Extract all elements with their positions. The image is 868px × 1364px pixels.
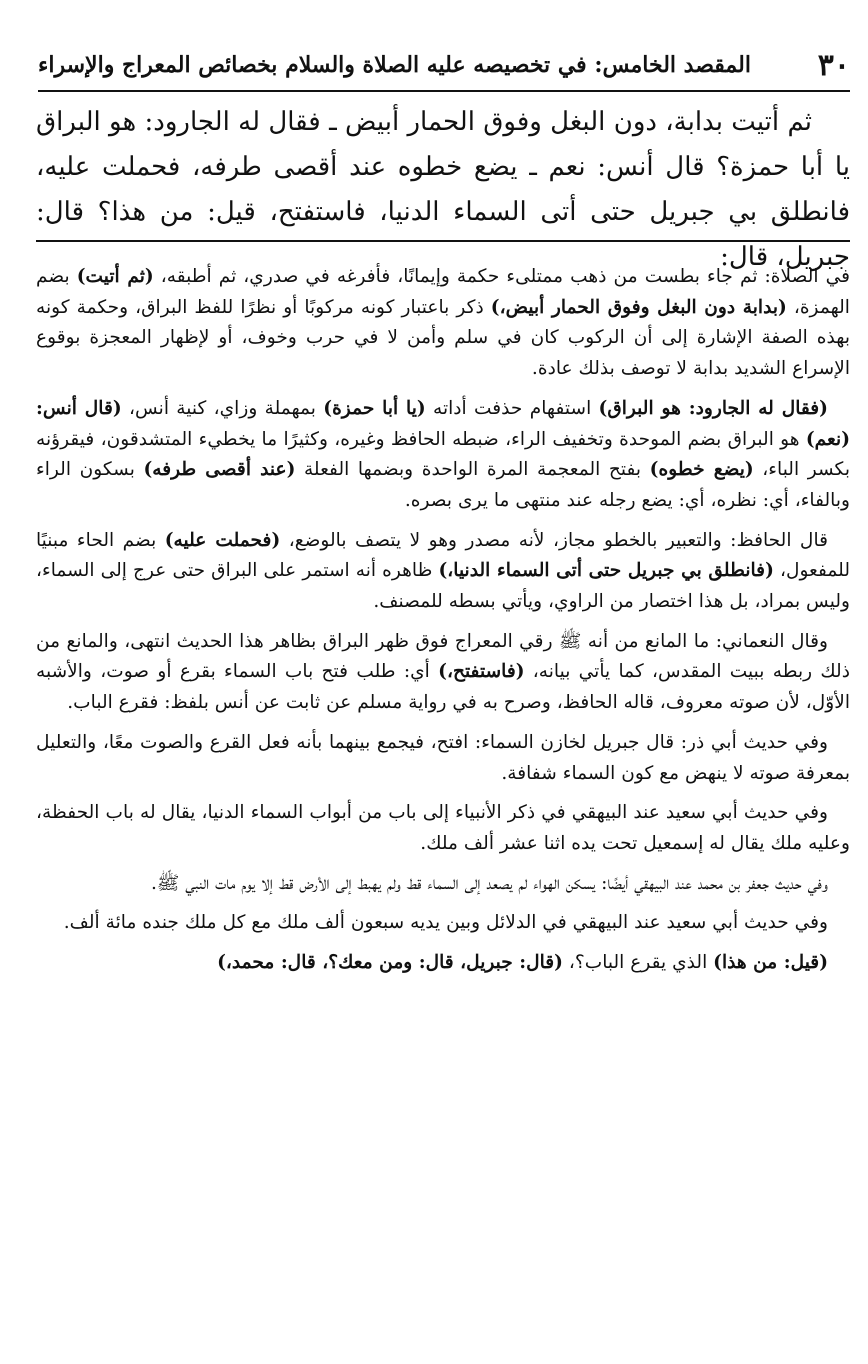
commentary-text: استفهام حذفت أداته [425,397,599,419]
page-header [38,40,850,92]
commentary-paragraph-1 [36,262,850,385]
commentary-text: ذكر باعتبار كونه مركوبًا أو نظرًا للفظ البراق، وحكمة كونه بهذه الصفة الإشارة إلى أن الركوب كان في سلم وأمن لا في حرب وخوف، أو لإظهار المعجزة بوقوع الإسراع الشديد بدابة لا توصف بذلك عادة. [36,296,850,380]
commentary-text: بفتح المعجمة المرة الواحدة وبضمها الفعلة [295,459,650,481]
commentary-paragraph-5: وفي حديث أبي ذر: قال جبريل لخازن السماء: افتح، فيجمع بينهما بأنه فعل القرع والصوت معًا، والتعليل بمعرفة صوته لا ينهض مع كون السماء شفافة. [36,731,850,784]
commentary-text: ظاهره أنه استمر على البراق حتى عرج إلى السماء، وليس بمراد، بل هذا اختصار من الراوي، ويأتي بسطه للمصنف. [36,560,850,613]
commentary [36,262,850,988]
quoted-phrase: (فقال له الجارود: هو البراق) [598,397,828,419]
commentary-text: بضم الهمزة، [36,266,850,318]
commentary-paragraph-3 [36,526,850,618]
main-text-paragraph: ثم أتيت بدابة، دون البغل وفوق الحمار أبيض ـ فقال له الجارود: هو البراق يا أبا حمزة؟ قال أنس: نعم ـ يضع خطوه عند أقصى طرفه، فحملت عليه، فانطلق بي جبريل حتى أتى السماء الدنيا، فاستفتح، قيل: من هذا؟ قال: جبريل، قال: [36,107,850,272]
quoted-phrase: (فانطلق بي جبريل حتى أتى السماء الدنيا،) [438,560,774,582]
commentary-paragraph-8: وفي حديث أبي سعيد عند البيهقي في الدلائل وبين يديه سبعون ألف ملك مع كل ملك جنده مائة ألف. [63,912,828,934]
quoted-phrase: (عند أقصى طرفه) [143,459,296,481]
commentary-paragraph-4 [36,627,850,719]
quoted-phrase: (يا أبا حمزة) [323,397,426,419]
quoted-phrase: (يضع خطوه) [649,459,754,481]
page-number: ٣٠ [817,47,850,83]
commentary-text: بمهملة وزاي، كنية أنس، [121,397,324,419]
main-text [36,100,850,280]
quoted-phrase: (بدابة دون البغل وفوق الحمار أبيض،) [490,296,787,318]
commentary-paragraph-9 [36,948,850,979]
commentary-text: بضم الحاء مبنيًا للمفعول، [36,529,851,582]
quoted-phrase: (قال أنس: (نعم) [36,397,850,450]
commentary-paragraph-2 [36,394,850,517]
quoted-phrase: (قال: جبريل، قال: ومن معك؟، قال: محمد،) [217,952,563,974]
commentary-text: الذي يقرع الباب؟، [562,952,714,974]
quoted-phrase: (ثم أتيت) [76,266,154,287]
separator-line [36,240,850,242]
commentary-text: في الصلاة: ثم جاء بطست من ذهب ممتلىء حكمة وإيمانًا، فأفرغه في صدري، ثم أطبقه، [153,266,851,287]
commentary-paragraph-7: وفي حديث جعفر بن محمد عند البيهقي أيضًا: يسكن الهواء لم يصعد إلى السماء قط ولم يهبط إلى الأرض قط إلا يوم مات النبي ﷺ. [150,872,828,894]
quoted-phrase: (فحملت عليه) [164,529,281,551]
commentary-text: أي: طلب فتح باب السماء بقرع أو صوت، والأشبه الأوّل، لأن صوته معروف، قاله الحافظ، وصرح به في رواية مسلم عن ثابت عن أنس بلفظ: فقرع الباب. [36,661,850,714]
commentary-text: هو البراق بضم الموحدة وتخفيف الراء، ضبطه الحافظ وغيره، وكثيرًا ما يخطيء المتشدقون، فيقرؤنه بكسر الباء، [36,428,850,481]
commentary-text: وقال النعماني: ما المانع من أنه ﷺ رقي المعراج فوق ظهر البراق بظاهر هذا الحديث انتهى، والمانع من ذلك ربطه ببيت المقدس، كما يأتي بيانه، [36,630,851,683]
commentary-paragraph-6: وفي حديث أبي سعيد عند البيهقي في ذكر الأنبياء إلى باب من أبواب السماء الدنيا، يقال له باب الحفظة، وعليه ملك يقال له إسمعيل تحت يده اثنا عشر ألف ملك. [36,802,850,854]
running-title: المقصد الخامس: في تخصيصه عليه الصلاة والسلام بخصائص المعراج والإسراء [38,52,751,78]
commentary-text: بسكون الراء وبالفاء، أي: نظره، أي: يضع رجله عند منتهى ما يرى بصره. [36,459,850,511]
quoted-phrase: (فاستفتح،) [438,661,525,683]
commentary-text: قال الحافظ: والتعبير بالخطو مجاز، لأنه مصدر وهو لا يتصف بالوضع، [280,529,828,551]
quoted-phrase: (قيل: من هذا) [713,952,828,974]
